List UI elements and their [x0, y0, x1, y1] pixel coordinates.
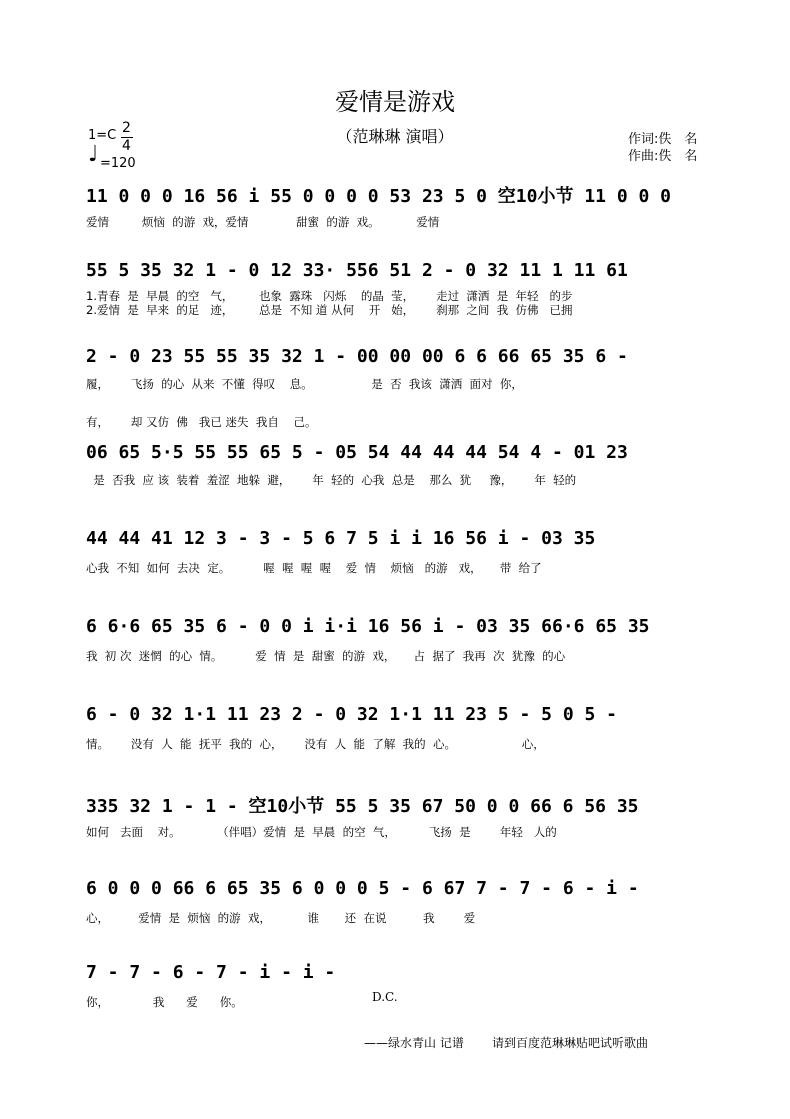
lyricist-credit: 作词:佚 名	[628, 132, 698, 147]
lyric-line: 你， 我 爱 你。	[86, 995, 243, 1009]
da-capo-marking: D.C.	[372, 990, 398, 1004]
notes-line: 6 6·6 65 35 6 - 0 0 i i·i 16 56 i - 03 35 66·6 65 35	[86, 616, 650, 637]
notes-line: 11 0 0 0 16 56 i 55 0 0 0 0 53 23 5 0 空10小节 11 0 0 0	[86, 186, 672, 207]
notes-line: 55 5 35 32 1 - 0 12 33· 556 51 2 - 0 32 11 1 11 61	[86, 260, 628, 281]
tempo-marking: =120	[100, 156, 136, 171]
lyric-line-verse-1: 1.青春 是 早晨 的空 气， 也象 露珠 闪烁 的晶 莹， 走过 潇洒 是 年轻 的步	[86, 289, 573, 303]
notes-line: 06 65 5·5 55 55 65 5 - 05 54 44 44 44 54 4 - 01 23	[86, 442, 628, 463]
lyric-line-verse-1: 履， 飞扬 的心 从来 不懂 得叹 息。 是 否 我该 潇洒 面对 你，	[86, 377, 523, 391]
lyric-line: 我 初 次 迷惘 的心 情。 爱 情 是 甜蜜 的游 戏， 占 据了 我再 次 犹豫 的心	[86, 649, 566, 663]
composer-credit: 作曲:佚 名	[628, 149, 698, 164]
lyric-line: 心， 爱情 是 烦恼 的游 戏， 谁 还 在说 我 爱	[86, 911, 476, 925]
notes-line: 44 44 41 12 3 - 3 - 5 6 7 5 i i 16 56 i - 03 35	[86, 528, 596, 549]
time-signature-top: 2	[122, 120, 131, 136]
lyric-line: 是 否我 应 该 装着 羞涩 地躲 避， 年 轻的 心我 总是 那么 犹 豫， 年 轻的	[86, 473, 577, 487]
notes-line: 2 - 0 23 55 55 35 32 1 - 00 00 00 6 6 66 65 35 6 -	[86, 346, 628, 367]
notes-line: 335 32 1 - 1 - 空10小节 55 5 35 67 50 0 0 66 6 56 35	[86, 796, 639, 817]
quarter-note-icon: ♩	[88, 142, 99, 167]
lyric-line-verse-2: 2.爱情 是 早来 的足 迹， 总是 不知 道 从何 开 始， 刹那 之间 我 仿佛 已拥	[86, 303, 573, 317]
key-signature: 1=C	[88, 128, 117, 143]
lyric-line: 爱情 烦恼 的游 戏，爱情 甜蜜 的游 戏。 爱情	[86, 215, 440, 229]
lyric-line: 心我 不知 如何 去决 定。 喔 喔 喔 喔 爱 情 烦恼 的游 戏， 带 给了	[86, 561, 542, 575]
song-title: 爱情是游戏	[335, 88, 455, 116]
notes-line: 6 0 0 0 66 6 65 35 6 0 0 0 5 - 6 67 7 - 7 - 6 - i -	[86, 878, 639, 899]
notes-line: 7 - 7 - 6 - 7 - i - i -	[86, 962, 336, 983]
listening-note: 请到百度范琳琳贴吧试听歌曲	[492, 1036, 649, 1050]
time-signature-bottom: 4	[122, 138, 131, 154]
transcriber-credit: ——绿水青山 记谱	[364, 1036, 464, 1050]
lyric-line: 如何 去面 对。 （伴唱）爱情 是 早晨 的空 气， 飞扬 是 年轻 人的	[86, 825, 557, 839]
lyric-line-verse-2: 有， 却 又仿 佛 我已 迷失 我自 己。	[86, 415, 317, 429]
notes-line: 6 - 0 32 1·1 11 23 2 - 0 32 1·1 11 23 5 - 5 0 5 -	[86, 704, 618, 725]
lyric-line: 情。 没有 人 能 抚平 我的 心， 没有 人 能 了解 我的 心。 心，	[86, 737, 545, 751]
song-subtitle: （范琳琳 演唱）	[336, 127, 454, 146]
